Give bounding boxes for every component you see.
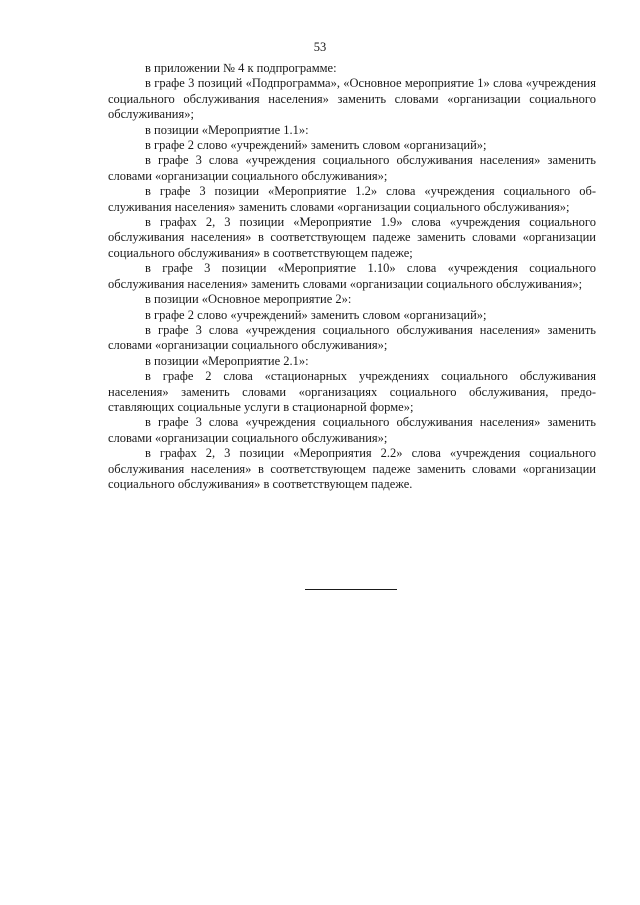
paragraph: в графе 3 позиции «Мероприятие 1.10» слова «учреждения социального обслуживания населения» заменить словами «организации социального обслуживания»; — [108, 261, 596, 291]
paragraph: в графе 2 слова «стационарных учреждениях социального обслуживания населения» заменить словами «организациях социального обслуживания, предоставляющих социальные услуги в стационарной форме»; — [108, 369, 596, 414]
paragraph: в графе 2 слово «учреждений» заменить словом «организаций»; — [145, 138, 487, 153]
page-number: 53 — [313, 40, 327, 54]
paragraph: в позиции «Мероприятие 2.1»: — [145, 353, 309, 368]
paragraph: в приложении № 4 к подпрограмме: — [145, 61, 337, 75]
paragraph: в графе 3 позиций «Подпрограмма», «Основное мероприятие 1» слова «учреждения социального обслуживания населения» заменить словами «организации социального обслуживания»; — [108, 76, 596, 122]
paragraph: в графе 3 слова «учреждения социального обслуживания населения» заменить словами «организации социального обслуживания»; — [108, 322, 596, 353]
paragraph: в графе 3 слова «учреждения социального обслуживания населения» заменить словами «организации социального обслуживания»; — [108, 415, 596, 445]
paragraph: в графе 3 слова «учреждения социального обслуживания населения» заменить словами «организации социального обслуживания»; — [108, 153, 596, 183]
paragraph: в графах 2, 3 позиции «Мероприятия 2.2» слова «учреждения социального обслуживания населения» в соответствующем падеже заменить словами «организации социального обслуживания» в соответствующем падеже. — [108, 446, 596, 491]
end-divider-line — [305, 589, 397, 590]
paragraph: в графе 2 слово «учреждений» заменить словом «организаций»; — [145, 307, 487, 322]
paragraph: в графе 3 позиции «Мероприятие 1.2» слова «учреждения социального обслуживания населения» заменить словами «организации социального обслуживания»; — [108, 184, 596, 214]
document-body — [108, 61, 596, 492]
paragraph: в графах 2, 3 позиции «Мероприятие 1.9» слова «учреждения социального обслуживания населения» в соответствующем падеже заменить словами «организации социального обслуживания» в соответствующем падеже; — [108, 215, 596, 260]
paragraph: в позиции «Основное мероприятие 2»: — [145, 292, 352, 307]
paragraph: в позиции «Мероприятие 1.1»: — [145, 122, 309, 137]
